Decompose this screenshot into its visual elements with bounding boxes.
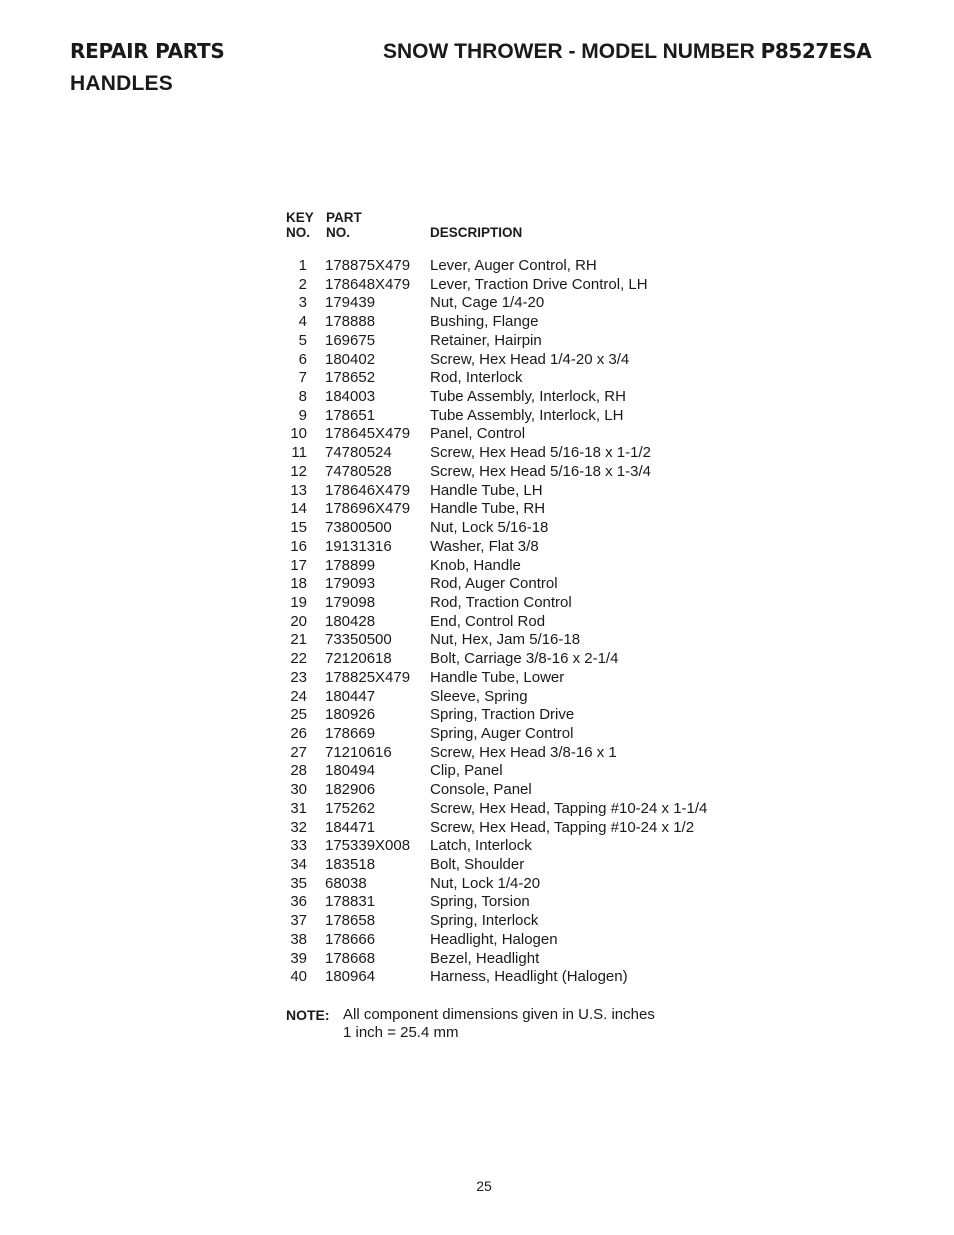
part-description: Screw, Hex Head, Tapping #10-24 x 1/2 bbox=[430, 818, 695, 836]
model-number: P8527ESA bbox=[760, 39, 872, 63]
key-number: 6 bbox=[298, 350, 307, 368]
table-row bbox=[0, 968, 954, 987]
table-row bbox=[0, 369, 954, 388]
part-description: Nut, Hex, Jam 5/16-18 bbox=[430, 631, 581, 649]
column-header-description: DESCRIPTION bbox=[430, 225, 523, 240]
note-conversion: 1 inch = 25.4 mm bbox=[343, 1024, 459, 1041]
part-number: 178652 bbox=[325, 369, 376, 387]
part-description: Screw, Hex Head 5/16-18 x 1-1/2 bbox=[430, 444, 651, 462]
part-description: Bushing, Flange bbox=[430, 313, 539, 331]
part-number: 73350500 bbox=[325, 631, 392, 649]
key-number: 26 bbox=[290, 724, 307, 742]
part-number: 180964 bbox=[325, 968, 376, 986]
key-number: 40 bbox=[290, 968, 307, 986]
part-description: Handle Tube, RH bbox=[430, 500, 546, 518]
key-number: 2 bbox=[298, 275, 307, 293]
part-number: 72120618 bbox=[325, 650, 392, 668]
part-description: Nut, Cage 1/4-20 bbox=[430, 294, 545, 312]
part-description: Harness, Headlight (Halogen) bbox=[430, 968, 628, 986]
key-number: 27 bbox=[290, 743, 307, 761]
part-description: Screw, Hex Head 3/8-16 x 1 bbox=[430, 743, 617, 761]
part-description: Spring, Interlock bbox=[430, 912, 539, 930]
part-description: Spring, Auger Control bbox=[430, 724, 574, 742]
key-header-line2: NO. bbox=[286, 225, 311, 240]
part-number: 178651 bbox=[325, 406, 376, 424]
key-number: 9 bbox=[298, 406, 307, 424]
key-number: 15 bbox=[290, 519, 307, 537]
part-number: 19131316 bbox=[325, 537, 392, 555]
part-number: 74780524 bbox=[325, 444, 392, 462]
key-number: 28 bbox=[290, 762, 307, 780]
part-description: End, Control Rod bbox=[430, 612, 546, 630]
key-number: 16 bbox=[290, 537, 307, 555]
table-row bbox=[0, 762, 954, 781]
note-text: All component dimensions given in U.S. inches bbox=[343, 1006, 655, 1023]
key-number: 21 bbox=[290, 631, 307, 649]
key-number: 38 bbox=[290, 930, 307, 948]
table-row bbox=[0, 444, 954, 463]
table-row bbox=[0, 856, 954, 875]
key-number: 11 bbox=[291, 444, 307, 462]
part-description: Bolt, Carriage 3/8-16 x 2-1/4 bbox=[430, 650, 619, 668]
table-row bbox=[0, 912, 954, 931]
part-description: Headlight, Halogen bbox=[430, 930, 558, 948]
part-description: Bolt, Shoulder bbox=[430, 856, 525, 873]
part-description: Tube Assembly, Interlock, RH bbox=[430, 388, 626, 406]
table-row bbox=[0, 500, 954, 519]
part-number: 180402 bbox=[325, 350, 376, 368]
key-number: 31 bbox=[290, 799, 307, 817]
table-row bbox=[0, 950, 954, 969]
part-description: Lever, Traction Drive Control, LH bbox=[430, 275, 648, 293]
part-number: 184471 bbox=[325, 818, 376, 836]
table-row bbox=[0, 725, 954, 744]
column-header-part bbox=[326, 210, 362, 240]
part-description: Spring, Traction Drive bbox=[430, 706, 575, 724]
part-description: Retainer, Hairpin bbox=[430, 331, 542, 349]
part-number: 182906 bbox=[325, 781, 376, 799]
key-number: 36 bbox=[290, 893, 307, 911]
table-row bbox=[0, 575, 954, 594]
part-description: Lever, Auger Control, RH bbox=[430, 257, 597, 274]
part-number: 184003 bbox=[325, 388, 376, 406]
part-number: 180494 bbox=[325, 762, 376, 780]
part-description: Screw, Hex Head 1/4-20 x 3/4 bbox=[430, 350, 630, 368]
table-row bbox=[0, 706, 954, 725]
table-row bbox=[0, 519, 954, 538]
part-description: Spring, Torsion bbox=[430, 893, 530, 911]
table-row bbox=[0, 800, 954, 819]
table-row bbox=[0, 425, 954, 444]
table-row bbox=[0, 819, 954, 838]
part-description: Clip, Panel bbox=[430, 762, 503, 780]
part-header-line1: PART bbox=[326, 210, 362, 225]
key-number: 12 bbox=[290, 462, 307, 480]
part-number: 178825X479 bbox=[325, 668, 411, 686]
part-number: 178888 bbox=[325, 313, 376, 331]
key-number: 13 bbox=[290, 481, 307, 499]
part-number: 179098 bbox=[325, 593, 376, 611]
part-number: 71210616 bbox=[325, 743, 392, 761]
column-header-key bbox=[286, 210, 314, 240]
key-number: 35 bbox=[290, 874, 307, 892]
key-number: 25 bbox=[290, 706, 307, 724]
part-description: Nut, Lock 5/16-18 bbox=[430, 519, 549, 537]
part-description: Rod, Interlock bbox=[430, 369, 523, 387]
part-number: 178658 bbox=[325, 912, 376, 930]
key-number: 19 bbox=[290, 593, 307, 611]
part-number: 175262 bbox=[325, 799, 376, 817]
table-row bbox=[0, 688, 954, 707]
parts-list bbox=[0, 257, 954, 987]
key-number: 23 bbox=[290, 668, 307, 686]
header-right bbox=[383, 38, 871, 65]
key-number: 24 bbox=[290, 687, 307, 705]
repair-parts-title: REPAIR PARTS bbox=[70, 39, 225, 63]
part-description: Screw, Hex Head, Tapping #10-24 x 1-1/4 bbox=[430, 799, 708, 817]
note bbox=[286, 1006, 655, 1041]
part-description: Latch, Interlock bbox=[430, 837, 532, 855]
table-row bbox=[0, 463, 954, 482]
table-row bbox=[0, 257, 954, 276]
page-number: 25 bbox=[476, 1178, 492, 1194]
key-number: 20 bbox=[290, 612, 307, 630]
table-row bbox=[0, 837, 954, 856]
key-number: 1 bbox=[298, 257, 307, 274]
part-number: 178899 bbox=[325, 556, 376, 574]
key-number: 17 bbox=[290, 556, 307, 574]
part-description: Bezel, Headlight bbox=[430, 949, 540, 967]
table-row bbox=[0, 276, 954, 295]
part-description: Knob, Handle bbox=[430, 556, 521, 574]
model-prefix: SNOW THROWER - MODEL NUMBER bbox=[383, 40, 755, 63]
table-row bbox=[0, 631, 954, 650]
part-header-line2: NO. bbox=[326, 225, 351, 240]
table-row bbox=[0, 650, 954, 669]
part-description: Handle Tube, LH bbox=[430, 481, 543, 499]
part-number: 180926 bbox=[325, 706, 376, 724]
part-number: 178668 bbox=[325, 949, 376, 967]
part-description: Handle Tube, Lower bbox=[430, 668, 565, 686]
part-number: 169675 bbox=[325, 331, 376, 349]
key-number: 8 bbox=[298, 388, 307, 406]
table-row bbox=[0, 669, 954, 688]
table-row bbox=[0, 781, 954, 800]
key-number: 7 bbox=[298, 369, 307, 387]
table-row bbox=[0, 875, 954, 894]
part-number: 175339X008 bbox=[325, 837, 411, 855]
part-description: Tube Assembly, Interlock, LH bbox=[430, 406, 624, 424]
part-description: Nut, Lock 1/4-20 bbox=[430, 874, 541, 892]
note-label: NOTE: bbox=[286, 1007, 330, 1023]
part-description: Rod, Traction Control bbox=[430, 593, 572, 611]
table-row bbox=[0, 332, 954, 351]
part-number: 178696X479 bbox=[325, 500, 411, 518]
part-number: 180428 bbox=[325, 612, 376, 630]
part-number: 178648X479 bbox=[325, 275, 411, 293]
part-number: 74780528 bbox=[325, 462, 392, 480]
key-number: 33 bbox=[290, 837, 307, 855]
part-number: 179093 bbox=[325, 575, 376, 593]
part-number: 179439 bbox=[325, 294, 376, 312]
key-number: 32 bbox=[290, 818, 307, 836]
table-row bbox=[0, 294, 954, 313]
part-number: 178875X479 bbox=[325, 257, 411, 274]
table-row bbox=[0, 557, 954, 576]
table-row bbox=[0, 613, 954, 632]
table-row bbox=[0, 351, 954, 370]
key-number: 10 bbox=[290, 425, 307, 443]
key-number: 14 bbox=[290, 500, 307, 518]
table-row bbox=[0, 407, 954, 426]
part-number: 73800500 bbox=[325, 519, 392, 537]
part-number: 178669 bbox=[325, 724, 376, 742]
table-row bbox=[0, 538, 954, 557]
table-row bbox=[0, 744, 954, 763]
table-row bbox=[0, 388, 954, 407]
table-row bbox=[0, 482, 954, 501]
part-description: Panel, Control bbox=[430, 425, 526, 443]
part-description: Rod, Auger Control bbox=[430, 575, 558, 593]
table-row bbox=[0, 594, 954, 613]
part-number: 183518 bbox=[325, 856, 376, 873]
table-row bbox=[0, 893, 954, 912]
part-number: 178645X479 bbox=[325, 425, 411, 443]
part-number: 178666 bbox=[325, 930, 376, 948]
key-number: 34 bbox=[290, 856, 307, 873]
key-number: 22 bbox=[290, 650, 307, 668]
part-number: 178831 bbox=[325, 893, 376, 911]
part-number: 180447 bbox=[325, 687, 376, 705]
header-left bbox=[70, 38, 224, 97]
key-number: 39 bbox=[290, 949, 307, 967]
part-description: Sleeve, Spring bbox=[430, 687, 528, 705]
part-number: 178646X479 bbox=[325, 481, 411, 499]
part-description: Washer, Flat 3/8 bbox=[430, 537, 539, 555]
key-number: 3 bbox=[298, 294, 307, 312]
key-number: 4 bbox=[298, 313, 307, 331]
key-number: 37 bbox=[290, 912, 307, 930]
key-number: 5 bbox=[298, 331, 307, 349]
table-row bbox=[0, 931, 954, 950]
section-title: HANDLES bbox=[70, 72, 173, 95]
table-row bbox=[0, 313, 954, 332]
key-header-line1: KEY bbox=[286, 210, 314, 225]
key-number: 30 bbox=[290, 781, 307, 799]
key-number: 18 bbox=[290, 575, 307, 593]
part-number: 68038 bbox=[325, 874, 367, 892]
part-description: Console, Panel bbox=[430, 781, 532, 799]
part-description: Screw, Hex Head 5/16-18 x 1-3/4 bbox=[430, 462, 651, 480]
